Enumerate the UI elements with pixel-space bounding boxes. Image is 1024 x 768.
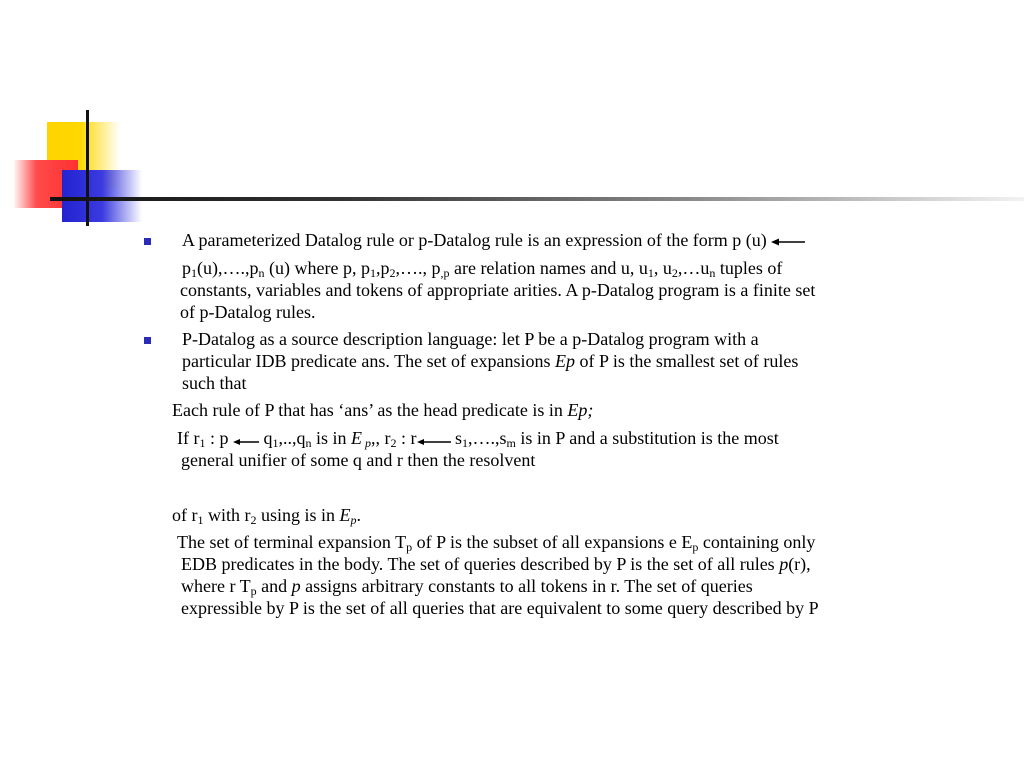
if-line-1: If $r_1$ : p $q_1,..,q_n$ is in E $_p$,, $r_2$ : r $s_1,\dots.,s_m$ is in P and a substitution is the most xyxy=(177,428,779,450)
resolvent-line: of $r_1$ with $r_2$ using is in $E_p$. xyxy=(172,505,362,527)
terminal-line-1: The set of terminal expansion $T_p$ of P is the subset of all expansions e $E_p$ containing only xyxy=(177,532,816,554)
arrow-left-icon xyxy=(417,435,451,445)
if-line-2: general unifier of some q and r then the resolvent xyxy=(181,450,536,470)
bullet-2-line-2: particular IDB predicate ans. The set of expansions Ep of P is the smallest set of rules xyxy=(182,351,799,371)
bullet-2-line-1: P-Datalog as a source description language: let P be a p-Datalog program with a xyxy=(182,329,759,349)
bullet-marker xyxy=(144,337,151,344)
rule-line: Each rule of P that has ‘ans’ as the head predicate is in Ep; xyxy=(172,400,594,420)
bullet-2-line-3: such that xyxy=(182,373,247,393)
bullet-1-line-4: of p-Datalog rules. xyxy=(180,302,316,322)
if-paragraph xyxy=(177,427,1007,471)
bullet-1 xyxy=(182,229,1012,323)
bullet-1-line-3: constants, variables and tokens of appropriate arities. A p-Datalog program is a finite set xyxy=(180,280,816,300)
arrow-left-icon xyxy=(233,435,259,445)
bullet-marker xyxy=(144,238,151,245)
terminal-paragraph xyxy=(177,531,1007,619)
terminal-line-3: where r $T_p$ and p assigns arbitrary constants to all tokens in r. The set of queries xyxy=(181,576,753,598)
bullet-1-line-2: $p_1(u),\dots.,p_n$ (u) where p, $p_1,p_2,\dots$., $p_{,p}$ are relation names and u, $u_1$, $u_2,\dots u_n$ tuples of xyxy=(182,258,783,280)
bullet-1-line-1: A parameterized Datalog rule or p-Datalog rule is an expression of the form p (u) xyxy=(182,229,1012,251)
terminal-line-2: EDB predicates in the body. The set of queries described by P is the set of all rules p(r), xyxy=(181,554,811,574)
terminal-line-4: expressible by P is the set of all queries that are equivalent to some query described by P xyxy=(181,598,819,618)
bullet-2 xyxy=(182,328,1012,394)
arrow-left-icon xyxy=(771,237,805,247)
